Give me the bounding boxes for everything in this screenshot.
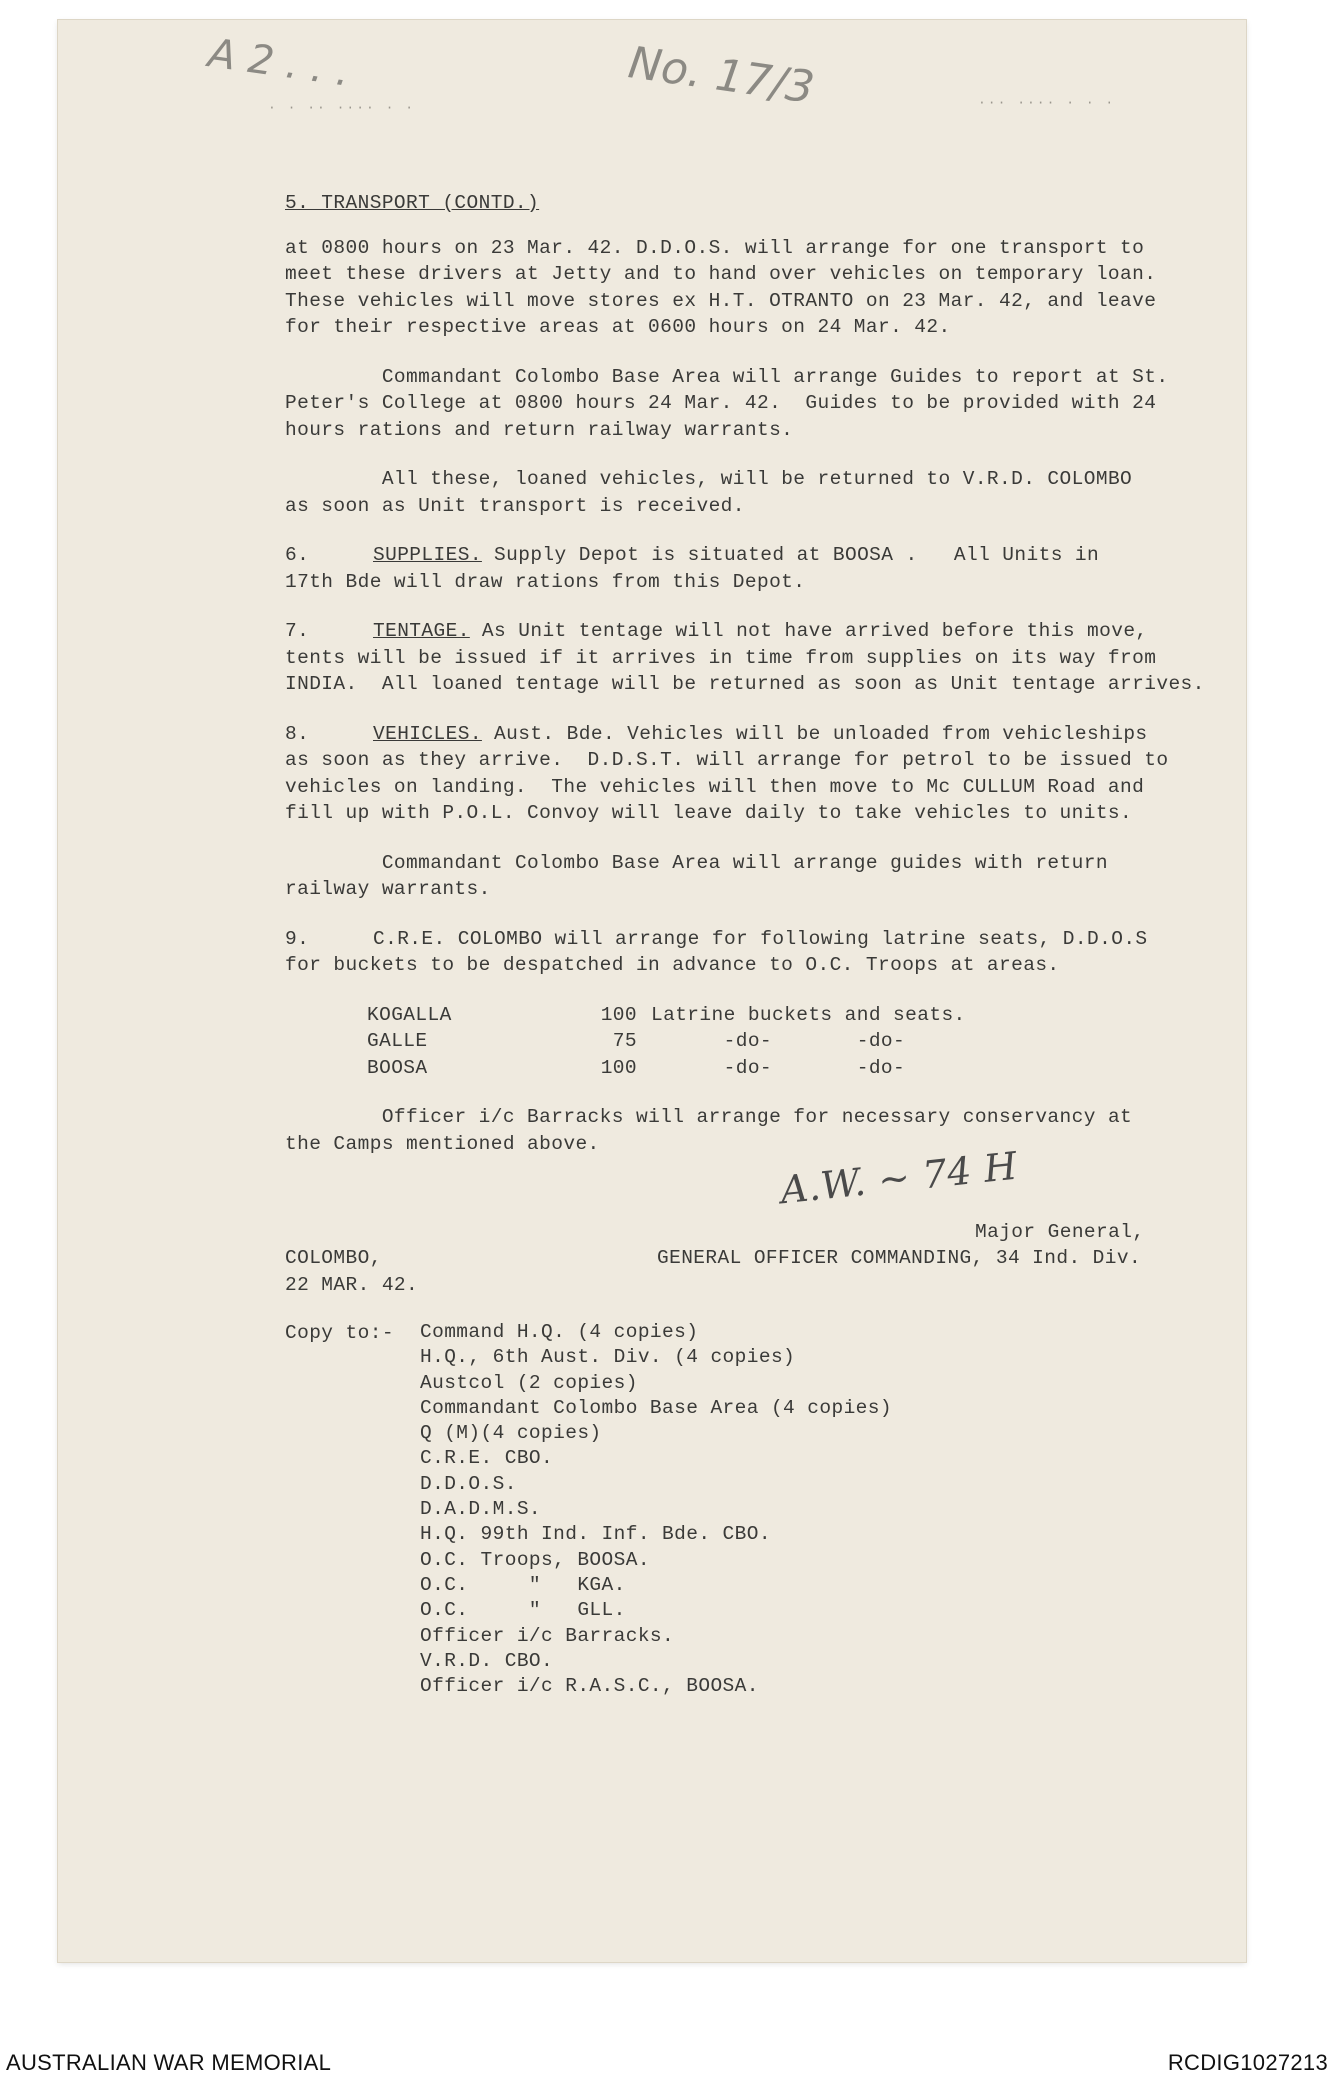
paragraph-5 — [285, 235, 1245, 341]
table-cell-item: Latrine buckets and seats. — [651, 1003, 966, 1026]
text-line: meet these drivers at Jetty and to hand over vehicles on temporary loan. — [285, 263, 1157, 285]
text-line: Supply Depot is situated at BOOSA . All Units in — [481, 544, 1100, 566]
paragraph-number: 7. — [285, 620, 310, 642]
table-row — [285, 1055, 1245, 1082]
text-line: Peter's College at 0800 hours 24 Mar. 42. Guides to be provided with 24 — [285, 392, 1157, 414]
paragraph-title: SUPPLIES. — [373, 544, 482, 566]
section-heading: 5. TRANSPORT (CONTD.) — [285, 192, 540, 214]
list-item: O.C. Troops, BOOSA. — [420, 1548, 650, 1571]
list-item: O.C. " KGA. — [420, 1573, 626, 1596]
text-line: hours rations and return railway warrants. — [285, 418, 794, 441]
footer-institution: AUSTRALIAN WAR MEMORIAL — [6, 2050, 332, 2075]
table-cell-qty: 75 — [612, 1030, 637, 1052]
text-line: tents will be issued if it arrives in time from supplies on its way from — [285, 646, 1157, 669]
list-item: Commandant Colombo Base Area (4 copies) — [420, 1396, 892, 1419]
text-line: C.R.E. COLOMBO will arrange for following latrine seats, D.D.O.S — [373, 927, 1148, 950]
text-line: These vehicles will move stores ex H.T. OTRANTO on 23 Mar. 42, and leave — [285, 289, 1157, 312]
latrine-table — [285, 1002, 1245, 1082]
handwritten-signature: A.W. ~ 74 H — [778, 1143, 1020, 1213]
paragraph-6-supplies — [285, 542, 1245, 595]
text-line: the Camps mentioned above. — [285, 1132, 600, 1155]
paragraph-5-return — [285, 466, 1245, 519]
text-line: All these, loaned vehicles, will be returned to V.R.D. COLOMBO — [285, 468, 1133, 490]
typing-residue: · · ·· ···· · · — [268, 100, 416, 115]
paragraph-number: 9. — [285, 927, 310, 950]
list-item: D.A.D.M.S. — [420, 1498, 542, 1521]
table-row — [285, 1002, 1245, 1029]
date-line: 22 MAR. 42. — [285, 1273, 419, 1296]
text-line: fill up with P.O.L. Convoy will leave daily to take vehicles to units. — [285, 802, 1133, 824]
list-item: Q (M)(4 copies) — [420, 1422, 602, 1445]
faded-handwritten-annotation: No. 17/3 — [625, 37, 818, 114]
text-line: for their respective areas at 0600 hours on 24 Mar. 42. — [285, 316, 951, 338]
table-cell-qty: 100 — [600, 1003, 637, 1026]
paragraph-title: VEHICLES. — [373, 722, 482, 745]
footer-catalogue-id: RCDIG1027213 — [1167, 2050, 1328, 2075]
table-cell-item: -do- -do- — [651, 1056, 906, 1079]
list-item: O.C. " GLL. — [420, 1599, 626, 1622]
list-item: Command H.Q. (4 copies) — [420, 1321, 699, 1343]
text-line: as soon as they arrive. D.D.S.T. will arrange for petrol to be issued to — [285, 749, 1169, 771]
paragraph-number: 8. — [285, 722, 310, 745]
text-line: vehicles on landing. The vehicles will then move to Mc CULLUM Road and — [285, 775, 1145, 798]
signatory-office: GENERAL OFFICER COMMANDING, 34 Ind. Div. — [657, 1247, 1142, 1269]
text-line: Officer i/c Barracks will arrange for necessary conservancy at — [285, 1106, 1133, 1128]
typing-residue: ··· ···· · · · — [978, 95, 1116, 110]
text-line: As Unit tentage will not have arrived before this move, — [469, 620, 1148, 642]
list-item: H.Q. 99th Ind. Inf. Bde. CBO. — [420, 1523, 771, 1546]
memo-body — [285, 190, 1245, 1699]
table-cell-place: BOOSA — [367, 1056, 428, 1079]
table-cell-item: -do- -do- — [651, 1030, 906, 1052]
list-item: Austcol (2 copies) — [420, 1371, 638, 1394]
text-line: 17th Bde will draw rations from this Depot. — [285, 570, 806, 593]
faded-handwritten-annotation: A 2 . . . — [205, 30, 353, 96]
table-cell-place: KOGALLA — [367, 1003, 452, 1026]
list-item: Officer i/c R.A.S.C., BOOSA. — [420, 1675, 759, 1698]
paragraph-8-guides — [285, 850, 1245, 903]
table-cell-qty: 100 — [600, 1056, 637, 1079]
distribution-list — [285, 1320, 1245, 1699]
place-line: COLOMBO, — [285, 1247, 382, 1269]
list-item: V.R.D. CBO. — [420, 1649, 554, 1672]
paragraph-9-latrines — [285, 926, 1245, 979]
text-line: INDIA. All loaned tentage will be returned as soon as Unit tentage arrives. — [285, 673, 1205, 695]
text-line: Aust. Bde. Vehicles will be unloaded from vehicleships — [481, 722, 1148, 745]
closing-paragraph — [285, 1104, 1245, 1157]
table-row — [285, 1028, 1245, 1055]
list-item: H.Q., 6th Aust. Div. (4 copies) — [420, 1346, 796, 1369]
list-item: C.R.E. CBO. — [420, 1447, 554, 1470]
text-line: at 0800 hours on 23 Mar. 42. D.D.O.S. will arrange for one transport to — [285, 236, 1145, 259]
paragraph-number: 6. — [285, 544, 310, 566]
text-line: Commandant Colombo Base Area will arrange guides with return — [285, 851, 1108, 874]
text-line: as soon as Unit transport is received. — [285, 494, 745, 517]
paragraph-7-tentage — [285, 618, 1245, 698]
list-item: Officer i/c Barracks. — [420, 1624, 675, 1647]
list-item: D.D.O.S. — [420, 1472, 517, 1495]
copy-to-list — [420, 1320, 892, 1699]
table-cell-place: GALLE — [367, 1030, 428, 1052]
paragraph-title: TENTAGE. — [373, 620, 470, 642]
copy-to-label: Copy to:- — [285, 1322, 394, 1344]
sign-off — [285, 1245, 1245, 1298]
paragraph-8-vehicles — [285, 721, 1245, 827]
text-line: railway warrants. — [285, 878, 491, 900]
text-line: for buckets to be despatched in advance to O.C. Troops at areas. — [285, 954, 1060, 976]
signatory-rank: Major General, — [975, 1221, 1145, 1243]
paragraph-5-guides — [285, 364, 1245, 444]
text-line: Commandant Colombo Base Area will arrange Guides to report at St. — [285, 365, 1169, 388]
